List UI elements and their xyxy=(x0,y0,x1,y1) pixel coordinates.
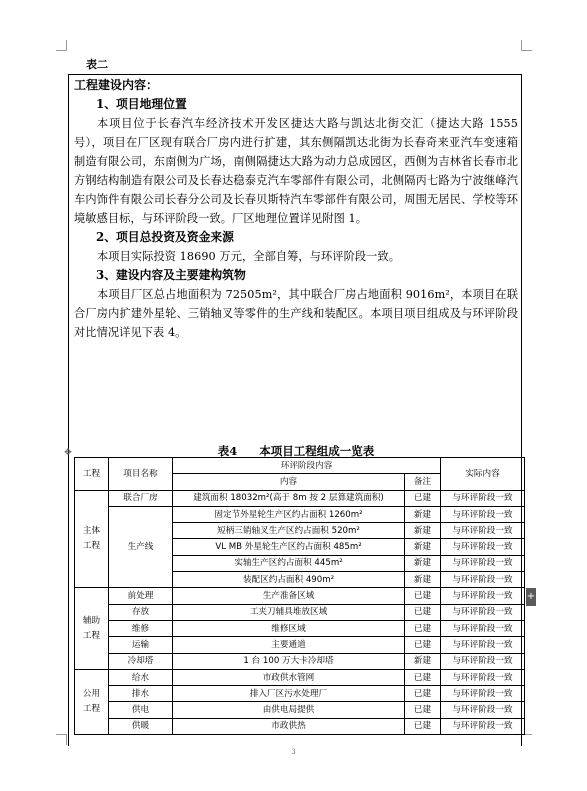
table-row xyxy=(75,669,525,685)
content-cell: 装配区约占面积 490m² xyxy=(173,572,405,588)
table-row xyxy=(75,588,525,604)
content-cell: 排入厂区污水处理厂 xyxy=(173,686,405,702)
document-body xyxy=(74,76,518,342)
plus-handle-icon[interactable]: + xyxy=(526,588,536,606)
note-cell: 新建 xyxy=(405,555,441,571)
header-note: 备注 xyxy=(405,474,441,490)
actual-cell: 与环评阶段一致 xyxy=(441,572,525,588)
content-cell: 工夹刀辅具堆放区域 xyxy=(173,604,405,620)
project-composition-table xyxy=(74,457,525,735)
group-cell: 辅助工程 xyxy=(75,588,109,669)
actual-cell: 与环评阶段一致 xyxy=(441,506,525,522)
note-cell: 已建 xyxy=(405,490,441,506)
heading-investment: 2、项目总投资及资金来源 xyxy=(96,230,234,244)
content-cell: 短柄三销轴叉生产区约占面积 520m² xyxy=(173,523,405,539)
content-cell: 建筑面积 18032m²(高于 8m 按 2 层算建筑面积) xyxy=(173,490,405,506)
subgroup-cell: 排水 xyxy=(109,686,173,702)
group-cell: 主体工程 xyxy=(75,490,109,588)
subgroup-cell: 给水 xyxy=(109,669,173,685)
note-cell: 新建 xyxy=(405,523,441,539)
actual-cell: 与环评阶段一致 xyxy=(441,523,525,539)
paragraph-construction: 本项目厂区总占地面积为 72505m²，其中联合厂房占地面积 9016m²，本项目在联合厂房内扩建外星轮、三销轴叉等零件的生产线和装配区。本项目项目组成及与环评阶段对比情况详见下表 4。 xyxy=(74,288,518,339)
table-row xyxy=(75,490,525,506)
actual-cell: 与环评阶段一致 xyxy=(441,490,525,506)
actual-cell: 与环评阶段一致 xyxy=(441,702,525,718)
group-cell: 公用工程 xyxy=(75,669,109,734)
paragraph-investment: 本项目实际投资 18690 万元，全部自筹，与环评阶段一致。 xyxy=(97,250,401,263)
actual-cell: 与环评阶段一致 xyxy=(441,669,525,685)
note-cell: 新建 xyxy=(405,506,441,522)
crop-mark-top-right xyxy=(521,40,532,51)
subgroup-cell: 存放 xyxy=(109,604,173,620)
header-actual: 实际内容 xyxy=(441,458,525,491)
content-cell: 市政供热 xyxy=(173,718,405,734)
actual-cell: 与环评阶段一致 xyxy=(441,718,525,734)
table-row xyxy=(75,620,525,636)
note-cell: 已建 xyxy=(405,637,441,653)
note-cell: 新建 xyxy=(405,572,441,588)
content-cell: 市政供水管网 xyxy=(173,669,405,685)
table-move-anchor-icon[interactable]: ✥ xyxy=(64,448,72,458)
content-cell: VL MB 外星轮生产区约占面积 485m² xyxy=(173,539,405,555)
table-caption-text: 本项目工程组成一览表 xyxy=(259,444,375,458)
header-engineering: 工程 xyxy=(75,458,109,491)
subgroup-cell: 维修 xyxy=(109,620,173,636)
section-title: 工程建设内容： xyxy=(74,78,159,92)
subgroup-cell: 前处理 xyxy=(109,588,173,604)
note-cell: 已建 xyxy=(405,702,441,718)
note-cell: 新建 xyxy=(405,653,441,669)
note-cell: 已建 xyxy=(405,588,441,604)
note-cell: 已建 xyxy=(405,669,441,685)
paragraph-location: 本项目位于长春汽车经济技术开发区捷达大路与凯达北街交汇（捷达大路 1555 号），项目在厂区现有联合厂房内进行扩建，其东侧隔凯达北街为长春奇来亚汽车变速箱制造有限公司，东南侧为广场，南侧隔捷达大路为动力总成园区，西侧为吉林省长春市北方钢结构制造有限公司及长春达稳泰克汽车零部件有限公司，北侧隔丙七路为宁波继峰汽车内饰件有限公司长春分公司及长春贝斯特汽车零部件有限公司，周围无居民、学校等环境敏感目标，与环评阶段一致。厂区地理位置详见附图 1。 xyxy=(74,117,518,225)
content-cell: 1 台 100 万大卡冷却塔 xyxy=(173,653,405,669)
table-row xyxy=(75,718,525,734)
content-cell: 实轴生产区约占面积 445m² xyxy=(173,555,405,571)
content-cell: 维修区域 xyxy=(173,620,405,636)
table-row xyxy=(75,686,525,702)
subgroup-cell: 冷却塔 xyxy=(109,653,173,669)
header-eia: 环评阶段内容 xyxy=(173,458,441,474)
subgroup-cell: 供暖 xyxy=(109,718,173,734)
table-row xyxy=(75,653,525,669)
actual-cell: 与环评阶段一致 xyxy=(441,555,525,571)
crop-mark-bottom-right xyxy=(521,734,532,745)
page-number: 3 xyxy=(291,748,296,756)
heading-location: 1、项目地理位置 xyxy=(96,97,187,111)
subgroup-cell: 运输 xyxy=(109,637,173,653)
table-row xyxy=(75,506,525,522)
heading-construction: 3、建设内容及主要建构筑物 xyxy=(96,268,246,282)
content-cell: 主要通道 xyxy=(173,637,405,653)
note-cell: 已建 xyxy=(405,604,441,620)
actual-cell: 与环评阶段一致 xyxy=(441,686,525,702)
subgroup-cell: 供电 xyxy=(109,702,173,718)
note-cell: 新建 xyxy=(405,539,441,555)
crop-mark-bottom-left xyxy=(56,734,67,745)
table-row xyxy=(75,604,525,620)
note-cell: 已建 xyxy=(405,620,441,636)
table-caption-number: 表4 xyxy=(217,444,238,458)
header-content: 内容 xyxy=(173,474,405,490)
subgroup-cell: 生产线 xyxy=(109,506,173,587)
actual-cell: 与环评阶段一致 xyxy=(441,620,525,636)
subgroup-cell: 联合厂房 xyxy=(109,490,173,506)
actual-cell: 与环评阶段一致 xyxy=(441,604,525,620)
actual-cell: 与环评阶段一致 xyxy=(441,653,525,669)
note-cell: 已建 xyxy=(405,686,441,702)
crop-mark-top-left xyxy=(56,40,67,51)
table-row xyxy=(75,702,525,718)
actual-cell: 与环评阶段一致 xyxy=(441,539,525,555)
content-cell: 由供电局提供 xyxy=(173,702,405,718)
content-cell: 生产准备区域 xyxy=(173,588,405,604)
note-cell: 已建 xyxy=(405,718,441,734)
table-row xyxy=(75,637,525,653)
actual-cell: 与环评阶段一致 xyxy=(441,588,525,604)
header-item: 项目名称 xyxy=(109,458,173,491)
actual-cell: 与环评阶段一致 xyxy=(441,637,525,653)
form-label: 表二 xyxy=(86,58,108,71)
content-cell: 固定节外星轮生产区约占面积 1260m² xyxy=(173,506,405,522)
